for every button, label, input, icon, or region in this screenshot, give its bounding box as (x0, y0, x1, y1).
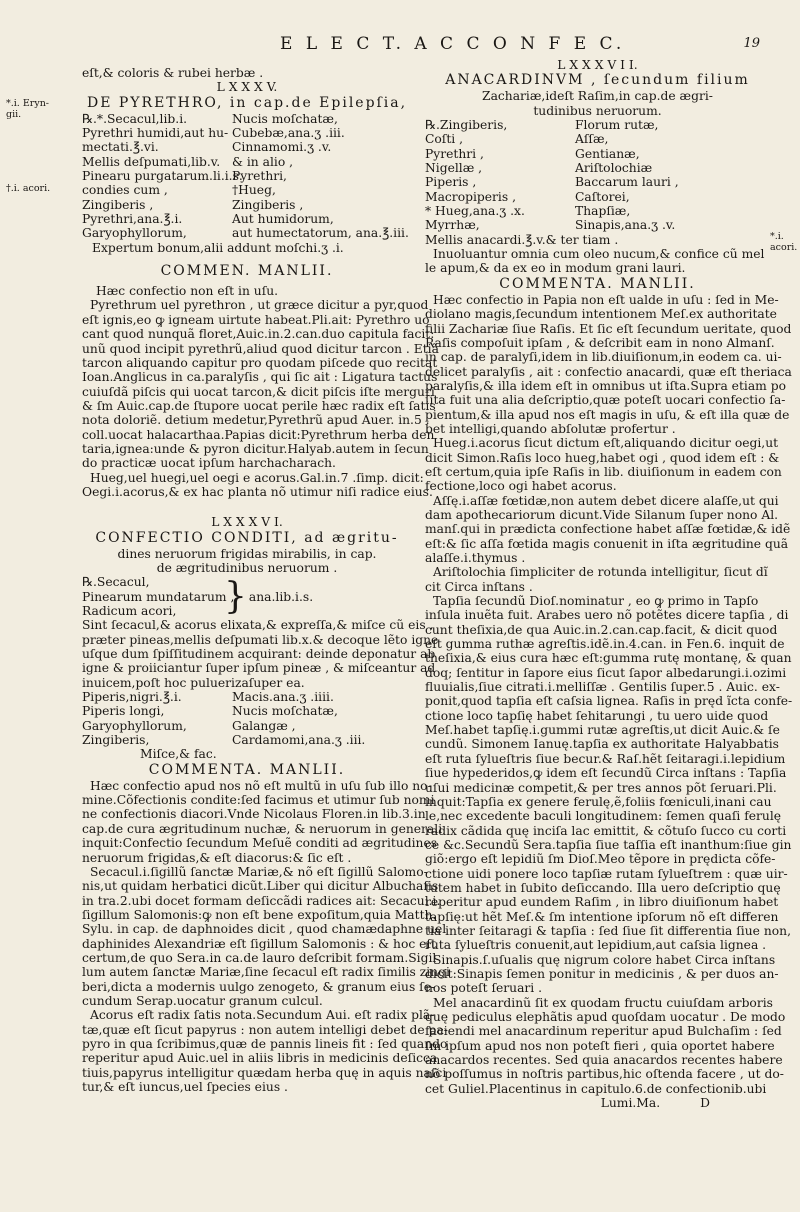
ingredient-row: Zingiberis, Cardamomi,ana.ʒ .iii. (82, 733, 366, 748)
folio-number: 19 (743, 36, 760, 51)
brace-glyph: } (224, 575, 247, 617)
ingredient-row: ℞.Zingiberis, Florum rutæ, (425, 118, 659, 133)
recipe-closing: Expertum bonum,alii addunt moſchi.ʒ .i. (92, 240, 344, 255)
ingredient-list (82, 112, 412, 241)
ingredient-row: Zingiberis , Zingiberis , (82, 197, 304, 212)
running-head-text: E L E C T. A C C O N F E C. (280, 34, 626, 54)
ingredient-row: Piperis,nigri.℥.i. Macis.ana.ʒ .iiii. (82, 690, 334, 705)
recipe-text: Sint ſecacul,& acorus elixata,& expreſſa,& miſce cũ eis , præter pineas,mellis deſpumati lib.x.& decoque lẽto igne uſque dum ſpiſſitudinem acquirant: deinde deponatur ab igne & proiiciantur ſuper ipſum pineæ , & miſceantur ad inuicem,poſt hoc puluerizaſuper ea. (82, 618, 439, 690)
ingredient-row: Pinearu purgatarum.li.i.s. Pyrethri, (82, 169, 287, 184)
page-footer (425, 1096, 770, 1110)
margin-note: †.i. acori. (6, 183, 51, 194)
commentary-text: Hæc confectio non eſt in uſu. Pyrethrum uel pyrethron , ut græce dicitur a pyr,quod eſt ignis,eo ꝙ igneam uirtute habeat.Pli.ait: Pyrethro uo cant quod nunquã floret,Auic.in.2.can.duo capitula facit: unũ quod incipit pyrethrũ,aliud quod dicitur tarcon . Etiã tarcon aliquando capitur pro quodam piſcede quo recitat Ioan.Anglicus in ca.paralyſis , qui ſic ait : Ligatura tactus cuiuſdã piſcis qui uocat tarcon,& dicit piſcis iſte merguri & ſm Auic.cap.de ſtupore uocat perile hæc radix eſt ſatis nota doloriẽ. detium medetur,Pyrethrũ apud Auer. in.5 . coll.uocat halacarthaa.Papias dicit:Pyrethrum herba den taria,ignea:unde & pyron dicitur.Halyab.autem in ſecun do practicæ uocat ipſum harchacharach. Hueg,uel huegi,uel oegi e acorus.Gal.in.7 .ſimp. dicit: Oegi.i.acorus,& ex hac planta nõ utimur niſi radice eius. (82, 284, 439, 499)
ingredient-row: Garyophyllorum, aut humectatorum, ana.℥.iii. (82, 226, 409, 241)
section-number: L X X X V I. (211, 515, 283, 530)
recipe-closing: Mellis anacardi.℥.v.& ter tiam . Inuoluantur omnia cum oleo nucum,& confice cũ mel le apum,& da ex eo in modum grani lauri. (425, 232, 765, 276)
ingredient-list (425, 118, 770, 233)
section-number: L X X X V I I. (557, 58, 638, 72)
catchword: Lumi.Ma. (600, 1096, 661, 1111)
commentary-heading: COMMEN. MANLII. (160, 263, 334, 280)
commentary-text: Hæc confectio in Papia non eſt ualde in uſu : ſed in Me- diolano magis,ſecundum intentionem Meſ.ex authoritate filii Zachariæ ſiue Raſis. Et ſic eſt ſecundum ueritate, quod Raſis compoſuit ipſam , & deſcribit eam in nono Almanſ. in cap. de paralyſi,idem in lib.diuiſionum,in eodem ca. ui- delicet paralyſis , ait : confectio anacardi, quæ eſt theriaca paralyſis,& illa idem eſt in omnibus ut iſta.Supra etiam po ſita fuit una alia deſcriptio,quæ poteſt uocari confectio ſa- pientum,& illa apud nos eſt magis in uſu, & eſt illa quæ de bet intelligi,quando abſolutæ profertur . Hueg.i.acorus ſicut dictum eſt,aliquando dicitur oegi,ut dicit Simon.Raſis loco hueg,habet ogi , quod idem eſt : & eſt certum,quia ipſe Raſis in lib. diuiſionum in eadem con fectione,loco ogi habet acorus. Aſſę.i.aſſæ fœtidæ,non autem debet dicere alaſſe,ut qui dam apothecariorum dicunt.Vide Silanum ſuper nono Al. manſ.qui in prædicta confectione habet aſſæ fœtidæ,& idẽ eſt:& ſic aſſa fœtida magis conuenit in iſta ægritudine quã alaſſe.i.thymus . Ariſtolochia ſimpliciter de rotunda intelligitur, ſicut dĩ cit Circa inſtans . Tapſia ſecundũ Dioſ.nominatur , eo ꝙ primo in Tapſo inſula inuẽta fuit. Arabes uero nõ potẽtes dicere tapſia , di cunt theſixia,de qua Auic.in.2.can.cap.facit, & dicit quod eſt gumma ruthæ agreſtis.idẽ.in.4.can. in Fen.6. inquit de theſixia,& eius cura hæc eſt:gumma rutę montanę, & quan doq; ſentitur in ſapore eius ſicut ſapor albedarungi.i.ozimi fluuialis,ſiue citrati.i.melliſſæ . Gentilis ſuper.5 . Auic. ex- ponit,quod tapſia eſt caſsia lignea. Raſis in pręd ĩcta confe- ctione loco tapſię habet ſehitarungi , tu uero uide quod Meſ.habet tapſię.i.gummi rutæ agreſtis,ut dicit Auic.& ſe cundũ. Simonem Ianuę.tapſia ex authoritate Halyabbatis eſt ruta ſylueſtris ſiue becur.& Raſ.hẽt ſeitaragi.i.lepidium ſiue hypederidos,ꝙ idem eſt ſecundũ Circa inſtans : Tapſia uſui medicinæ competit,& per tres annos põt ſeruari.Pli. inquit:Tapſia ex genere ferulę,ẽ,foliis fœniculi,inani cau le,nec excedente baculi longitudinem: ſemen quaſi ferulę radix cãdida quę inciſa lac emittit, & cõtuſo ſucco cu corti ce &c.Secundũ Sera.tapſia ſiue taſſia eſt inanthum:ſiue gin giõ:ergo eſt lepidiũ ſm Dioſ.Meo tẽpore in prędicta cõfe- ctione uidi ponere loco tapſiæ rutam ſylueſtrem : quæ uir- tutem habet in ſubito deſiccando. Illa uero deſcriptio quę reperitur apud eundem Raſim , in libro diuiſionum habet tapſię:ut hẽt Meſ.& ſm intentione ipſorum nõ eſt differen tia inter ſeitaragi & tapſia : ſed ſiue ſit differentia ſiue non, ruta ſylueſtris conuenit,aut lepidium,aut caſsia lignea . Sinapis.ſ.uſualis quę nigrum colore habet Circa inſtans dicit:Sinapis ſemen ponitur in medicinis , & per duos an- nos poteſt ſeruari . Mel anacardinũ ſit ex quodam fructu cuiuſdam arboris quę pediculus elephãtis apud quoſdam uocatur . De modo faciendi mel anacardinum reperitur apud Bulchaſim : ſed ſm ipſum apud nos non poteſt fieri , quia oportet habere anacardos recentes. Sed quia anacardos recentes habere nõ poſſumus in noſtris partibus,hic oſtenda facere , ut do- cet Guliel.Placentinus in capitulo.6.de confectionib.ubi (425, 292, 793, 1096)
margin-note: *.i. acori. (770, 231, 798, 253)
section-title: ANACARDINVM , ſecundum filium (445, 72, 750, 89)
left-column: eſt,& coloris & rubei herbæ . L X X X V. DE PYRETHRO, in cap.de Epilepſia, ℞.*.Secacul,lib.i. Nucis moſchatæ, Pyrethri humidi,aut hu- Cubebæ,ana.ʒ .iii. mectati.℥.vi. Cinnamomi.ʒ .v. Mellis deſpumati,lib.v. & in alio , Pinearu purgatarum.li.i.s. Pyrethri, condies cum , †Hueg, Zingiberis , Zingiberis , Pyrethri,ana.℥.i. Aut humidorum, Garyophyllorum, aut humectatorum, ana.℥.iii. Expertum bonum,alii addunt moſchi.ʒ .i. COMMEN. MANLII. Hæc confectio non eſt in uſu. Pyrethrum uel pyrethron , ut græce dicitur a pyr,quod eſt ignis,eo ꝙ igneam uirtute habeat.Pli.ait: Pyrethro uo cant quod nunquã floret,Auic.in.2.can.duo capitula facit: unũ quod incipit pyrethrũ,aliud quod dicitur tarcon . Etiã tarcon aliquando capitur pro quodam piſcede quo recitat Ioan.Anglicus in ca.paralyſis , qui ſic ait : Ligatura tactus cuiuſdã piſcis qui uocat tarcon,& dicit piſcis iſte merguri & ſm Auic.cap.de ſtupore uocat perile hæc radix eſt ſatis nota doloriẽ. detium medetur,Pyrethrũ apud Auer. in.5 . coll.uocat halacarthaa.Papias dicit:Pyrethrum herba den taria,ignea:unde & pyron dicitur.Halyab.autem in ſecun do practicæ uocat ipſum harchacharach. Hueg,uel huegi,uel oegi e acorus.Gal.in.7 .ſimp. dicit: Oegi.i.acorus,& ex hac planta nõ utimur niſi radice eius. L X X X V I. CONFECTIO CONDITI, ad ægritu- dines neruorum frigidas mirabilis, in cap. de ægritudinibus neruorum . ℞.Secacul, Pinearum mundatarum , Radicum acori, } ana.lib.i.s. Sint ſecacul,& acorus elixata,& expreſſa,& miſce cũ eis , præter pineas,mellis deſpumati lib.x.& decoque lẽto igne uſque dum ſpiſſitudinem acquirant: deinde deponatur ab igne & proiiciantur ſuper ipſum pineæ , & miſceantur ad inuicem,poſt hoc puluerizaſuper ea. Piperis,nigri.℥.i. Macis.ana.ʒ .iiii. Piperis longi, Nucis moſchatæ, Garyophyllorum, Galangæ , Zingiberis, Cardamomi,ana.ʒ .iii. Miſce,& fac. COMMENTA. MANLII. Hæc confectio apud nos nõ eſt multũ in uſu ſub illo no- mine.Cõfectionis condite:ſed facimus et utimur ſub nomi ne confectionis diacori.Vnde Nicolaus Floren.in lib.3.in cap.de cura ægritudinum nuchæ, & neruorum in generali inquit:Confectio ſecundum Meſuẽ conditi ad ægritudines neruorum frigidas,& eſt diacorus:& ſic eſt . Secacul.i.ſigillũ ſanctæ Mariæ,& nõ eſt ſigillũ Salomo- nis,ut quidam herbatici dicũt.Liber qui dicitur Albuchaſis in tra.2.ubi docet formam deſiccãdi radices ait: Secacul.i. ſigillum Salomonis:ꝙ non eſt bene expoſitum,quia Matth. Sylu. in cap. de daphnoides dicit , quod chamædaphne uel daphinides Alexandriæ eſt ſigillum Salomonis : & hoc eſt certum,de quo Sera.in ca.de lauro deſcribit formam.Sigil lum autem ſanctæ Mariæ,ſine ſecacul eſt radix ſimilis zingi beri,dicta a modernis uulgo zenogeto, & granum eius ſe- cundum Serap.uocatur granum culcul. Acorus eſt radix ſatis nota.Secundum Aui. eſt radix plã- tæ,quæ eſt ſicut papyrus : non autem intelligi debet de pa- pyro in qua ſcribimus,quæ de pannis lineis fit : ſed quando reperitur apud Auic.uel in aliis libris in medicinis deſicca tiuis,papyrus intelligitur quædam herba quę in aquis naſci tur,& eſt iuncus,uel ſpecies eius . (82, 66, 450, 1094)
right-column: L X X X V I I. ANACARDINVM , ſecundum filium Zachariæ,ideſt Raſim,in cap.de ægri- tudinibus neruorum. ℞.Zingiberis, Florum rutæ, Coſti , Aſſæ, Pyrethri , Gentianæ, Nigellæ , Ariſtolochiæ Piperis , Baccarum lauri , Macropiperis , Caſtorei, * Hueg,ana.ʒ .x. Thapſiæ, Myrrhæ, Sinapis,ana.ʒ .v. Mellis anacardi.℥.v.& ter tiam . Inuoluantur omnia cum oleo nucum,& confice cũ mel le apum,& da ex eo in modum grani lauri. COMMENTA. MANLII. Hæc confectio in Papia non eſt ualde in uſu : ſed in Me- diolano magis,ſecundum intentionem Meſ.ex authoritate filii Zachariæ ſiue Raſis. Et ſic eſt ſecundum ueritate, quod Raſis compoſuit ipſam , & deſcribit eam in nono Almanſ. in cap. de paralyſi,idem in lib.diuiſionum,in eodem ca. ui- delicet paralyſis , ait : confectio anacardi, quæ eſt theriaca paralyſis,& illa idem eſt in omnibus ut iſta.Supra etiam po ſita fuit una alia deſcriptio,quæ poteſt uocari confectio ſa- pientum,& illa apud nos eſt magis in uſu, & eſt illa quæ de bet intelligi,quando abſolutæ profertur . Hueg.i.acorus ſicut dictum eſt,aliquando dicitur oegi,ut dicit Simon.Raſis loco hueg,habet ogi , quod idem eſt : & eſt certum,quia ipſe Raſis in lib. diuiſionum in eadem con fectione,loco ogi habet acorus. Aſſę.i.aſſæ fœtidæ,non autem debet dicere alaſſe,ut qui dam apothecariorum dicunt.Vide Silanum ſuper nono Al. manſ.qui in prædicta confectione habet aſſæ fœtidæ,& idẽ eſt:& ſic aſſa fœtida magis conuenit in iſta ægritudine quã alaſſe.i.thymus . Ariſtolochia ſimpliciter de rotunda intelligitur, ſicut dĩ cit Circa inſtans . Tapſia ſecundũ Dioſ.nominatur , eo ꝙ primo in Tapſo inſula inuẽta fuit. Arabes uero nõ potẽtes dicere tapſia , di cunt theſixia,de qua Auic.in.2.can.cap.facit, & dicit quod eſt gumma ruthæ agreſtis.idẽ.in.4.can. in Fen.6. inquit de theſixia,& eius cura hæc eſt:gumma rutę montanę, & quan doq; ſentitur in ſapore eius ſicut ſapor albedarungi.i.ozimi fluuialis,ſiue citrati.i.melliſſæ . Gentilis ſuper.5 . Auic. ex- ponit,quod tapſia eſt caſsia lignea. Raſis in pręd ĩcta confe- ctione loco tapſię habet ſehitarungi , tu uero uide quod Meſ.habet tapſię.i.gummi rutæ agreſtis,ut dicit Auic.& ſe cundũ. Simonem Ianuę.tapſia ex authoritate Halyabbatis eſt ruta ſylueſtris ſiue becur.& Raſ.hẽt ſeitaragi.i.lepidium ſiue hypederidos,ꝙ idem eſt ſecundũ Circa inſtans : Tapſia uſui medicinæ competit,& per tres annos põt ſeruari.Pli. inquit:Tapſia ex genere ferulę,ẽ,foliis fœniculi,inani cau le,nec excedente baculi longitudinem: ſemen quaſi ferulę radix cãdida quę inciſa lac emittit, & cõtuſo ſucco cu corti ce &c.Secundũ Sera.tapſia ſiue taſſia eſt inanthum:ſiue gin giõ:ergo eſt lepidiũ ſm Dioſ.Meo tẽpore in prędicta cõfe- ctione uidi ponere loco tapſiæ rutam ſylueſtrem : quæ uir- tutem habet in ſubito deſiccando. Illa uero deſcriptio quę reperitur apud eundem Raſim , in libro diuiſionum habet tapſię:ut hẽt Meſ.& ſm intentione ipſorum nõ eſt differen tia inter ſeitaragi & tapſia : ſed ſiue ſit differentia ſiue non, ruta ſylueſtris conuenit,aut lepidium,aut caſsia lignea . Sinapis.ſ.uſualis quę nigrum colore habet Circa inſtans dicit:Sinapis ſemen ponitur in medicinis , & per duos an- nos poteſt ſeruari . Mel anacardinũ ſit ex quodam fructu cuiuſdam arboris quę pediculus elephãtis apud quoſdam uocatur . De modo faciendi mel anacardinum reperitur apud Bulchaſim : ſed ſm ipſum apud nos non poteſt fieri , quia oportet habere anacardos recentes. Sed quia anacardos recentes habere nõ poſſumus in noſtris partibus,hic oſtenda facere , ut do- cet Guliel.Placentinus in capitulo.6.de confectionib.ubi Lumi.Ma. D (425, 58, 793, 1111)
section-title: CONFECTIO CONDITI, ad ægritu- (95, 529, 399, 546)
ingredient-row: Mellis deſpumati,lib.v. & in alio , (82, 154, 294, 169)
ingredient-row: Piperis , Baccarum lauri , (425, 175, 679, 190)
ingredient-row: Macropiperis , Caſtorei, (425, 189, 630, 204)
commentary-text: Hæc confectio apud nos nõ eſt multũ in uſu ſub illo no- mine.Cõfectionis condite:ſed facimus et utimur ſub nomi ne confectionis diacori.Vnde Nicolaus Floren.in lib.3.in cap.de cura ægritudinum nuchæ, & neruorum in generali inquit:Confectio ſecundum Meſuẽ conditi ad ægritudines neruorum frigidas,& eſt diacorus:& ſic eſt . Secacul.i.ſigillũ ſanctæ Mariæ,& nõ eſt ſigillũ Salomo- nis,ut quidam herbatici dicũt.Liber qui dicitur Albuchaſis in tra.2.ubi docet formam deſiccãdi radices ait: Secacul.i. ſigillum Salomonis:ꝙ non eſt bene expoſitum,quia Matth. Sylu. in cap. de daphnoides dicit , quod chamædaphne uel daphinides Alexandriæ eſt ſigillum Salomonis : & hoc eſt certum,de quo Sera.in ca.de lauro deſcribit formam.Sigil lum autem ſanctæ Mariæ,ſine ſecacul eſt radix ſimilis zingi beri,dicta a modernis uulgo zenogeto, & granum eius ſe- cundum Serap.uocatur granum culcul. Acorus eſt radix ſatis nota.Secundum Aui. eſt radix plã- tæ,quæ eſt ſicut papyrus : non autem intelligi debet de pa- pyro in qua ſcribimus,quæ de pannis lineis fit : ſed quando reperitur apud Auic.uel in aliis libris in medicinis deſicca tiuis,papyrus intelligitur quædam herba quę in aquis naſci tur,& eſt iuncus,uel ſpecies eius . (82, 778, 450, 1094)
ingredient-row: Pyrethri,ana.℥.i. Aut humidorum, (82, 212, 334, 227)
commentary-heading: COMMENTA. MANLII. (499, 275, 696, 292)
running-head (280, 34, 760, 54)
ingredient-row: condies cum , †Hueg, (82, 183, 276, 198)
commentary-heading: COMMENTA. MANLII. (148, 761, 346, 778)
ingredient-row: ℞.*.Secacul,lib.i. Nucis moſchatæ, (82, 111, 338, 126)
section-title: DE PYRETHRO, in cap.de Epilepſia, (86, 94, 408, 111)
signature-mark: D (700, 1096, 710, 1111)
text-line: eſt,& coloris & rubei herbæ . (82, 66, 264, 80)
margin-note: *.i. Eryn- gii. (6, 98, 50, 120)
recipe-closing: Miſce,& fac. (140, 747, 217, 762)
ingredient-row: Coſti , Aſſæ, (425, 132, 609, 147)
ingredient-row: * Hueg,ana.ʒ .x. Thapſiæ, (425, 204, 631, 219)
ingredient-row: Garyophyllorum, Galangæ , (82, 718, 296, 733)
ingredient-row: Nigellæ , Ariſtolochiæ (425, 161, 653, 176)
brace-group: ℞.Secacul, Pinearum mundatarum , Radicum acori, } ana.lib.i.s. (82, 575, 314, 618)
section-number: L X X X V. (216, 80, 278, 95)
ingredient-row: Piperis longi, Nucis moſchatæ, (82, 704, 338, 719)
ingredient-row: Myrrhæ, Sinapis,ana.ʒ .v. (425, 218, 676, 233)
ingredient-row: Pyrethri humidi,aut hu- Cubebæ,ana.ʒ .iii. (82, 126, 345, 141)
ingredient-row: Pyrethri , Gentianæ, (425, 146, 640, 161)
ingredient-list (82, 690, 412, 747)
ingredient-row: mectati.℥.vi. Cinnamomi.ʒ .v. (82, 140, 332, 155)
